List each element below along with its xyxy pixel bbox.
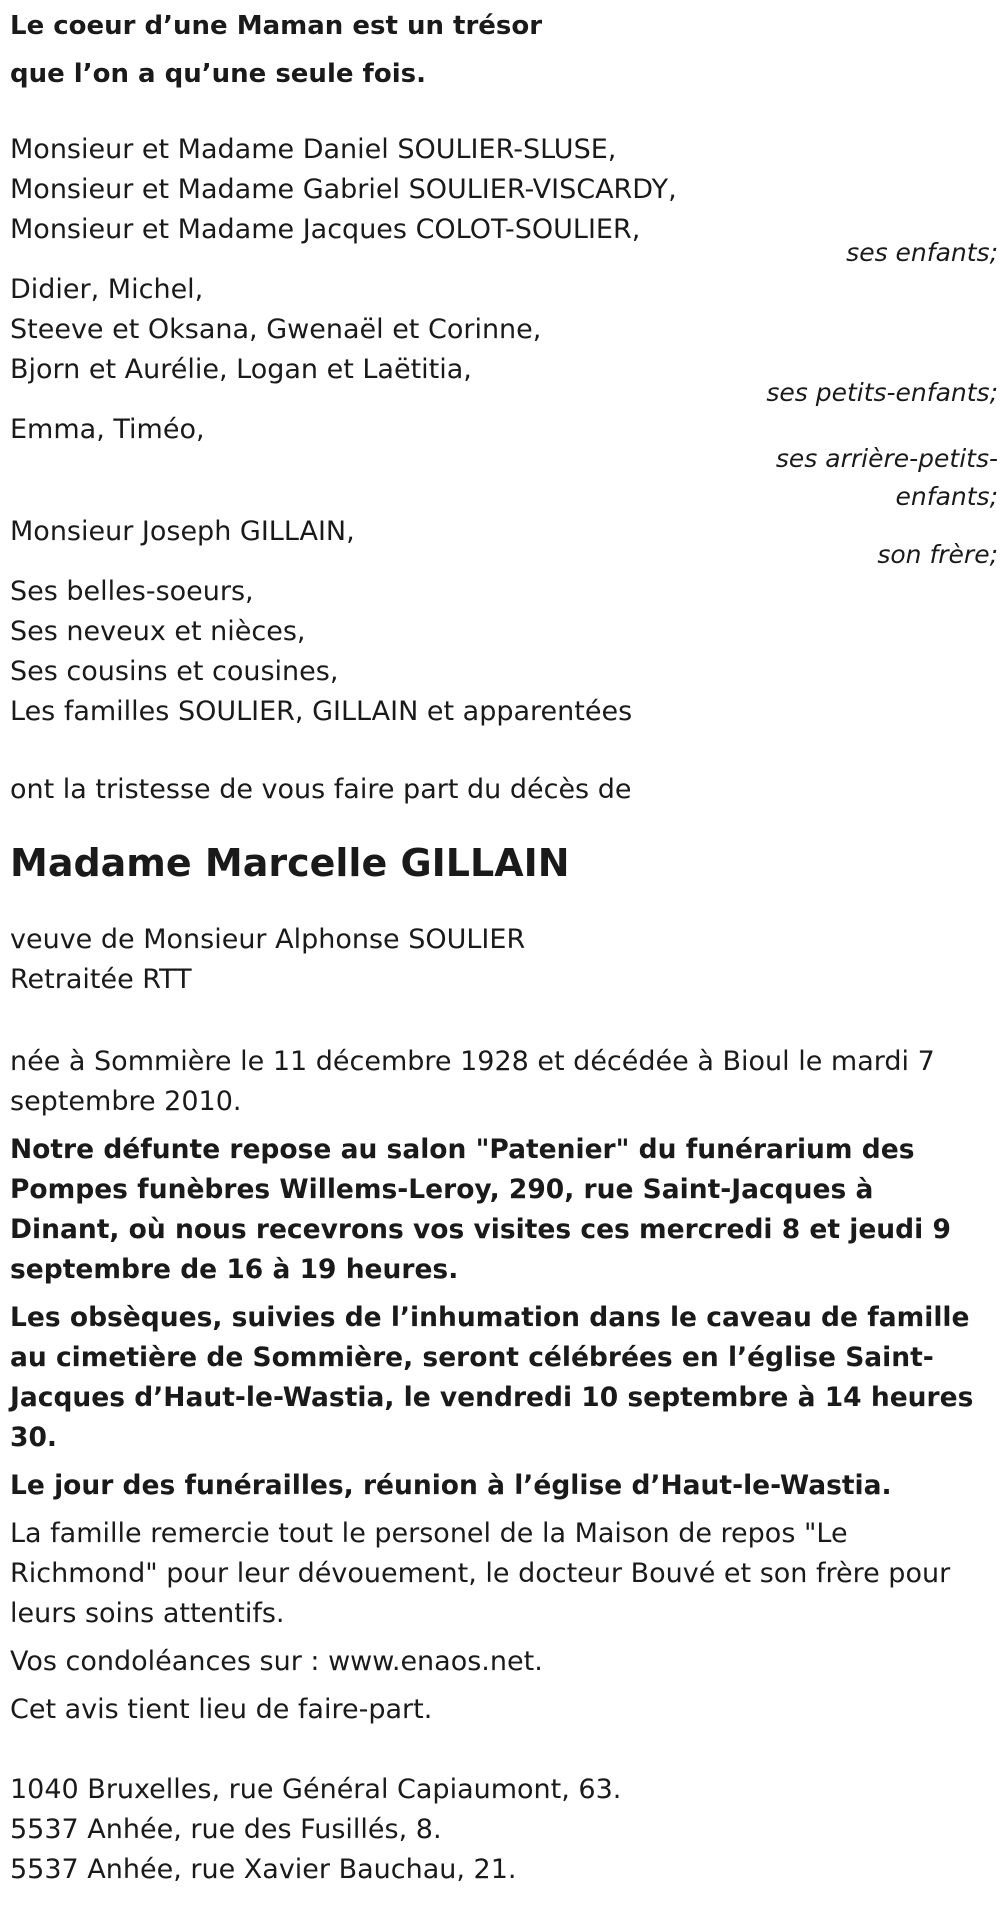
address-line: 5537 Anhée, rue Xavier Bauchau, 21.: [10, 1854, 517, 1885]
relative-line: Ses neveux et nièces,: [10, 616, 306, 647]
notice-text: Cet avis tient lieu de faire-part.: [10, 1694, 433, 1725]
grandchild-name: Bjorn et Aurélie, Logan et Laëtitia,: [10, 354, 472, 385]
epigraph-line-2: que l’on a qu’une seule fois.: [10, 59, 426, 89]
relative-line: Ses belles-soeurs,: [10, 576, 254, 607]
relative-line: Ses cousins et cousines,: [10, 656, 339, 687]
visitation-text: Notre défunte repose au salon "Patenier" du funérarium des Pompes funèbres Willems-Leroy, 290, rue Saint-Jacques à Dinant, où nous recevrons vos visites ces mercredi 8 et jeudi 9 septembre de 16 à 19 heures.: [10, 1134, 951, 1285]
grandchildren-group: [10, 270, 1000, 412]
gathering-text: Le jour des funérailles, réunion à l’église d’Haut-le-Wastia.: [10, 1470, 892, 1501]
birth-death-text: née à Sommière le 11 décembre 1928 et décédée à Bioul le mardi 7 septembre 2010.: [10, 1046, 935, 1117]
address-line: 1040 Bruxelles, rue Général Capiaumont, 63.: [10, 1774, 622, 1805]
thanks-text: La famille remercie tout le personel de la Maison de repos "Le Richmond" pour leur dévouement, le docteur Bouvé et son frère pour leurs soins attentifs.: [10, 1518, 951, 1629]
grandchildren-role: ses petits-enfants;: [766, 378, 998, 407]
epigraph-line-1: Le coeur d’une Maman est un trésor: [10, 11, 543, 41]
relative-line: Les familles SOULIER, GILLAIN et apparentées: [10, 696, 633, 727]
other-relatives: [10, 572, 1000, 732]
epigraph: [10, 0, 990, 98]
child-name: Monsieur et Madame Jacques COLOT-SOULIER,: [10, 214, 641, 245]
brother-group: [10, 512, 1000, 574]
condolences-text: Vos condoléances sur : www.enaos.net.: [10, 1646, 543, 1677]
announcement-text: ont la tristesse de vous faire part du décès de: [10, 774, 632, 805]
child-name: Monsieur et Madame Gabriel SOULIER-VISCARDY,: [10, 174, 677, 205]
widow-of: veuve de Monsieur Alphonse SOULIER: [10, 924, 526, 955]
great-grandchild-name: Emma, Timéo,: [10, 414, 205, 445]
occupation: Retraitée RTT: [10, 964, 192, 995]
grandchild-name: Didier, Michel,: [10, 274, 204, 305]
address-line: 5537 Anhée, rue des Fusillés, 8.: [10, 1814, 442, 1845]
brother-name: Monsieur Joseph GILLAIN,: [10, 516, 355, 547]
funeral-text: Les obsèques, suivies de l’inhumation dans le caveau de famille au cimetière de Sommière, seront célébrées en l’église Saint-Jacques d’Haut-le-Wastia, le vendredi 10 septembre à 14 heures 30.: [10, 1302, 974, 1453]
deceased-name: Madame Marcelle GILLAIN: [10, 841, 570, 885]
great-grandchildren-role-line-2: enfants;: [895, 482, 998, 511]
great-grandchildren-role-line-1: ses arrière-petits-: [775, 444, 998, 473]
brother-role: son frère;: [877, 540, 998, 569]
great-grandchildren-group: [10, 410, 1000, 516]
deceased-details: [10, 920, 990, 1000]
addresses: [10, 1770, 990, 1890]
child-name: Monsieur et Madame Daniel SOULIER-SLUSE,: [10, 134, 617, 165]
children-group: [10, 130, 1000, 272]
children-role: ses enfants;: [846, 238, 998, 267]
grandchild-name: Steeve et Oksana, Gwenaël et Corinne,: [10, 314, 542, 345]
